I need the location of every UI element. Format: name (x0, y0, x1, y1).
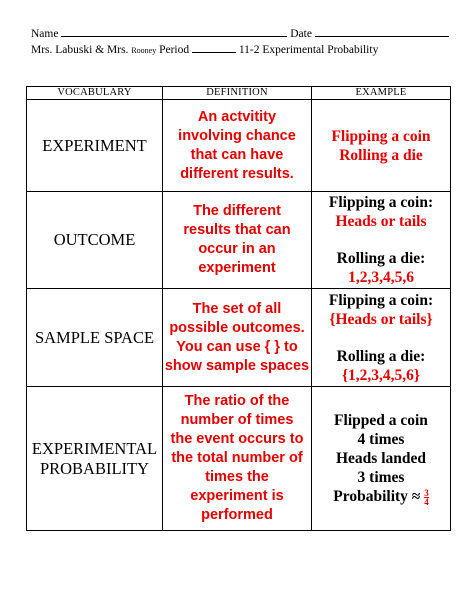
definition-cell (163, 387, 312, 531)
definition-line: An actvitity (197, 108, 277, 125)
term-text: SAMPLE SPACE (34, 327, 155, 347)
definition-line: the event occurs to (170, 431, 304, 447)
example-cell (312, 387, 451, 531)
definition-cell (163, 100, 312, 192)
example-value: {1,2,3,4,5,6} (341, 366, 421, 384)
example-line: Flipping a coin (331, 127, 431, 145)
definition-line: occur in an (198, 241, 276, 257)
definition-cell (163, 289, 312, 387)
example-value: {Heads or tails} (329, 310, 433, 328)
example-label: Rolling a die: (336, 347, 426, 365)
teachers-label-small: Rooney (131, 46, 157, 55)
teachers-label: Mrs. Labuski & Mrs. (31, 44, 129, 56)
definition-line: You can use { } to (176, 338, 298, 355)
definition-line: different results. (180, 165, 294, 182)
example-line: Flipped a coin (334, 412, 428, 429)
example-label: Flipping a coin: (328, 194, 434, 211)
term-cell (27, 100, 163, 192)
definition-line: possible outcomes. (169, 319, 305, 336)
term-text: PROBABILITY (39, 458, 150, 478)
example-label: Rolling a die: (336, 250, 426, 267)
fraction-denominator: 4 (424, 496, 429, 507)
definition-line: The set of all (192, 300, 282, 317)
example-line: 4 times (357, 431, 405, 448)
definition-line: that can have (190, 146, 284, 163)
lesson-title: 11-2 Experimental Probability (238, 44, 379, 56)
definition-line: performed (201, 507, 273, 523)
probability-fraction (424, 489, 429, 506)
period-label: Period (159, 44, 190, 56)
header-line-2 (31, 42, 378, 56)
term-cell (27, 192, 163, 289)
probability-line (312, 487, 450, 506)
example-cell (312, 100, 451, 192)
name-blank[interactable] (61, 26, 287, 37)
definition-line: involving chance (178, 127, 296, 144)
column-header-example: EXAMPLE (312, 87, 451, 100)
example-line: Heads landed (335, 450, 426, 467)
column-header-vocabulary: VOCABULARY (27, 87, 163, 100)
term-text: EXPERIMENT (42, 135, 147, 155)
column-header-definition: DEFINITION (163, 87, 312, 100)
example-value: Heads or tails (335, 213, 427, 230)
example-cell (312, 192, 451, 289)
name-label: Name (31, 28, 59, 40)
example-label: Flipping a coin: (328, 291, 434, 309)
table-row-experimental-probability (27, 387, 451, 531)
example-line: Rolling a die (339, 146, 423, 164)
example-cell (312, 289, 451, 387)
definition-line: experiment is (190, 488, 284, 504)
term-cell (27, 289, 163, 387)
example-value: 1,2,3,4,5,6 (348, 269, 414, 286)
definition-line: The ratio of the (184, 393, 290, 409)
definition-line: number of times (180, 412, 294, 428)
term-cell (27, 387, 163, 531)
definition-line: times the (205, 469, 269, 485)
probability-label: Probability ≈ (333, 488, 421, 505)
definition-line: results that can (183, 222, 291, 238)
spacer (312, 231, 450, 249)
table-row-experiment (27, 100, 451, 192)
definition-cell (163, 192, 312, 289)
definition-line: The different (193, 203, 281, 219)
period-blank[interactable] (192, 42, 236, 53)
term-text: OUTCOME (53, 230, 136, 249)
table-row-sample-space (27, 289, 451, 387)
definition-line: show sample spaces (164, 357, 310, 374)
spacer (312, 329, 450, 347)
term-text: EXPERIMENTAL (31, 438, 158, 458)
example-line: 3 times (357, 469, 405, 486)
header-line-1 (31, 26, 449, 40)
table-row-outcome (27, 192, 451, 289)
definition-line: experiment (198, 260, 276, 276)
date-blank[interactable] (315, 26, 449, 37)
definition-line: the total number of (171, 450, 303, 466)
table-header-row (27, 87, 451, 100)
date-label: Date (290, 28, 312, 40)
vocabulary-table (26, 86, 451, 531)
fraction-numerator: 3 (424, 487, 429, 498)
